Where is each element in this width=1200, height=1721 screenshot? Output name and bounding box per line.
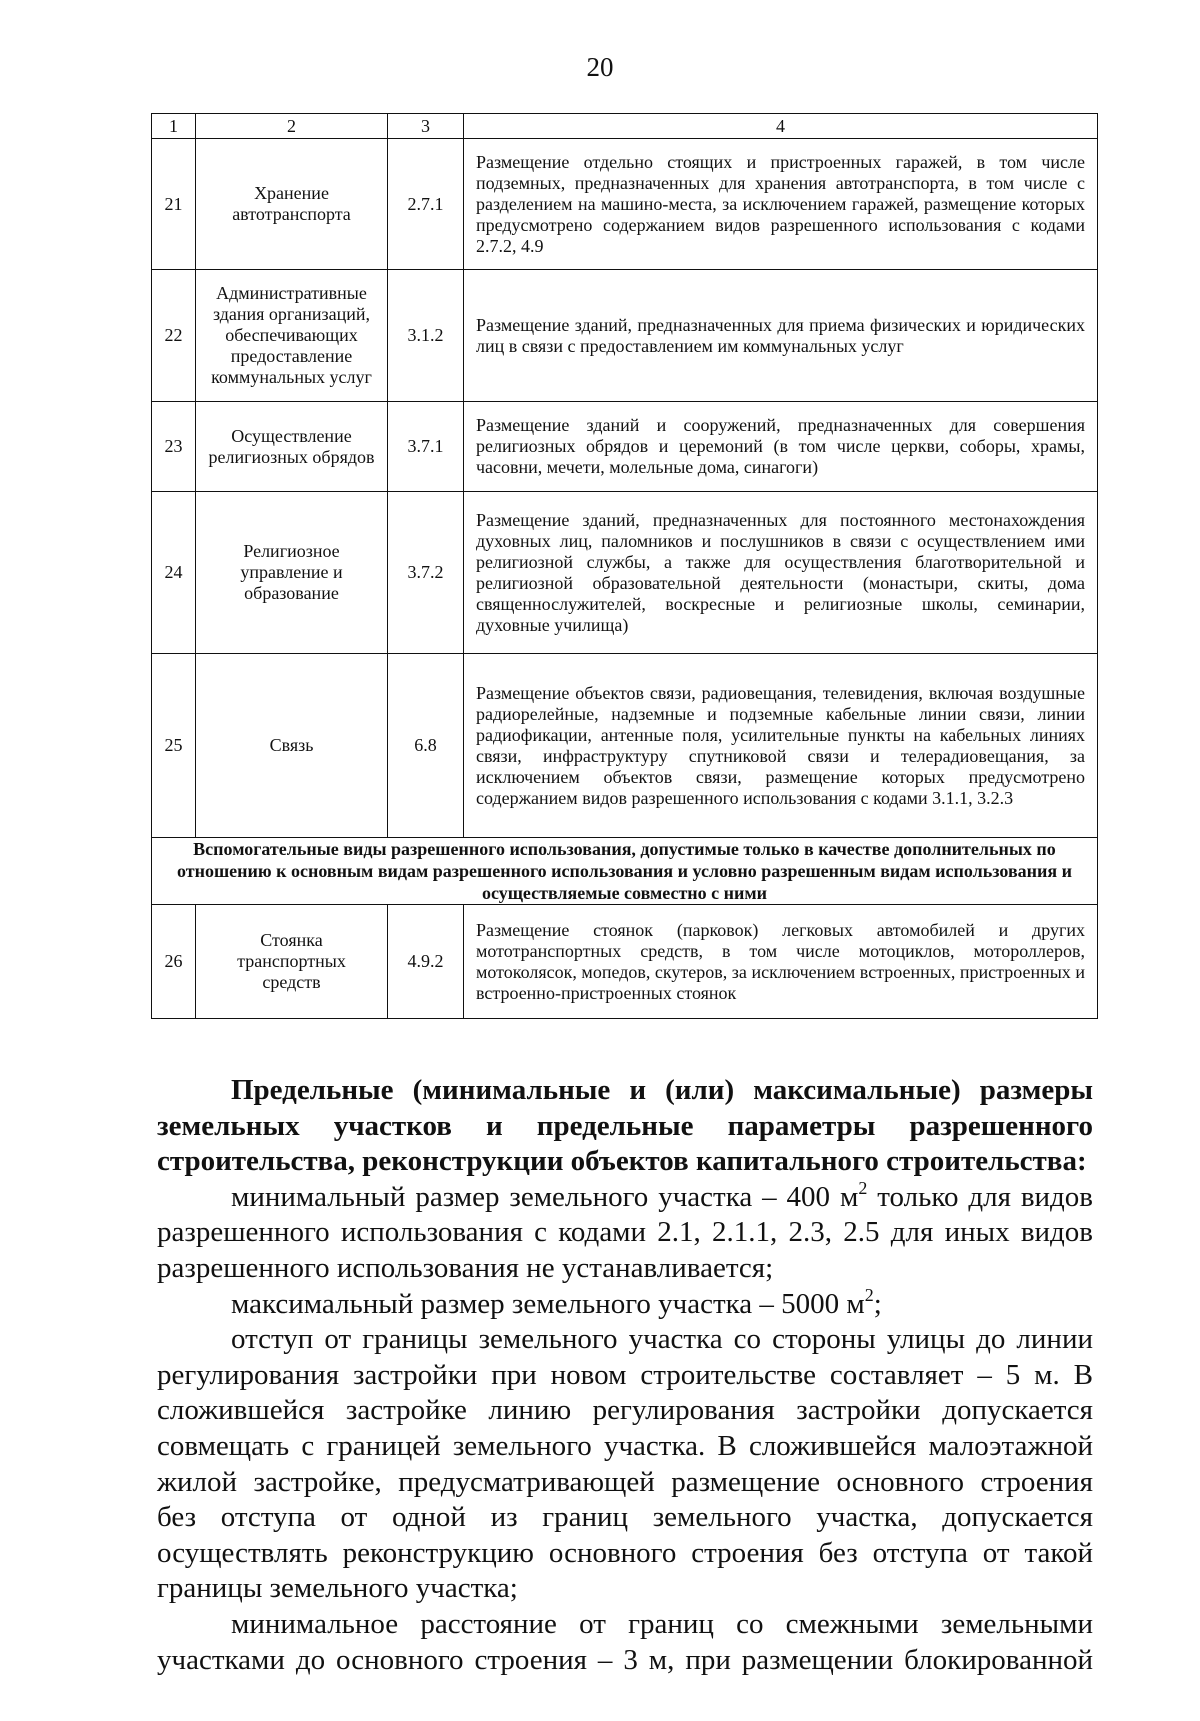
use-type-name: Административные здания организаций, обеспечивающих предоставление коммунальных услуг [196, 270, 388, 402]
use-type-description: Размещение зданий, предназначенных для приема физических и юридических лиц в связи с предоставлением им коммунальных услуг [464, 270, 1098, 402]
use-type-code: 3.1.2 [388, 270, 464, 402]
use-type-description: Размещение зданий и сооружений, предназначенных для совершения религиозных обрядов и церемоний (в том числе церкви, соборы, храмы, часовни, мечети, молельные дома, синагоги) [464, 402, 1098, 492]
text-span: ; [873, 1287, 882, 1320]
auxiliary-uses-section-title: Вспомогательные виды разрешенного использования, допустимые только в качестве дополнительных по отношению к основным видам разрешенного использования и условно разрешенным видам использования и осуществляемые совместно с ними [152, 838, 1098, 905]
paragraph-min-plot-size [157, 1177, 1094, 1287]
use-type-code: 3.7.2 [388, 492, 464, 654]
table-row [152, 905, 1098, 1019]
table-row [152, 654, 1098, 838]
table-row [152, 139, 1098, 270]
superscript: 2 [858, 1177, 868, 1198]
use-type-name: Стоянка транспортных средств [196, 905, 388, 1019]
use-type-code: 6.8 [388, 654, 464, 838]
use-type-description: Размещение стоянок (парковок) легковых автомобилей и других мототранспортных средств, в том числе мотоциклов, мотороллеров, мотоколясок, мопедов, скутеров, за исключением встроенных, пристроенных и встроенно-пристроенных стоянок [464, 905, 1098, 1019]
row-number: 26 [152, 905, 196, 1019]
table-row [152, 402, 1098, 492]
use-type-name: Связь [196, 654, 388, 838]
table-header-row [152, 114, 1098, 139]
use-type-name: Осуществление религиозных обрядов [196, 402, 388, 492]
row-number: 22 [152, 270, 196, 402]
use-type-name: Религиозное управление и образование [196, 492, 388, 654]
table-row [152, 270, 1098, 402]
permitted-use-table [151, 113, 1098, 1019]
use-type-code: 4.9.2 [388, 905, 464, 1019]
row-number: 21 [152, 139, 196, 270]
use-type-description: Размещение объектов связи, радиовещания, телевидения, включая воздушные радиорелейные, надземные и подземные кабельные линии связи, линии радиофикации, антенные поля, усилительные пункты на кабельных линиях связи, инфраструктуру спутниковой связи и телерадиовещания, за исключением объектов связи, размещение которых предусмотрено содержанием видов разрешенного использования с кодами 3.1.1, 3.2.3 [464, 654, 1098, 838]
table-row [152, 492, 1098, 654]
use-type-code: 3.7.1 [388, 402, 464, 492]
header-col-4: 4 [464, 114, 1098, 139]
page-number: 20 [586, 52, 614, 82]
paragraph-setback: отступ от границы земельного участка со стороны улицы до линии регулирования застройки при новом строительстве составляет – 5 м. В сложившейся застройке линию регулирования застройки допускается совмещать с границей земельного участка. В сложившейся малоэтажной жилой застройке, предусматривающей размещение основного строения без отступа от одной из границ земельного участка, допускается осуществлять реконструкцию основного строения без отступа от такой границы земельного участка; [157, 1323, 1093, 1605]
use-type-description: Размещение отдельно стоящих и пристроенных гаражей, в том числе подземных, предназначенных для хранения автотранспорта, в том числе с разделением на машино-места, за исключением гаражей, размещение которых предусмотрено содержанием видов разрешенного использования с кодами 2.7.2, 4.9 [464, 139, 1098, 270]
row-number: 24 [152, 492, 196, 654]
use-type-description: Размещение зданий, предназначенных для постоянного местонахождения духовных лиц, паломников и послушников в связи с осуществлением ими религиозной службы, а также для осуществления благотворительной и религиозной образовательной деятельности (монастыри, скиты, дома священнослужителей, воскресные и религиозные школы, семинарии, духовные училища) [464, 492, 1098, 654]
use-type-code: 2.7.1 [388, 139, 464, 270]
paragraph-min-distance: минимальное расстояние от границ со смежными земельными участками до основного строения – 3 м, при размещении блокированной [157, 1607, 1093, 1676]
body-text [157, 1073, 1093, 1678]
header-col-2: 2 [196, 114, 388, 139]
text-span: только для видов разрешенного использования с кодами 2.1, 2.1.1, 2.3, 2.5 для иных видов разрешенного использования не устанавливается; [157, 1180, 1094, 1284]
header-col-3: 3 [388, 114, 464, 139]
header-col-1: 1 [152, 114, 196, 139]
section-heading: Предельные (минимальные и (или) максимальные) размеры земельных участков и предельные параметры разрешенного строительства, реконструкции объектов капитального строительства: [157, 1074, 1093, 1178]
row-number: 25 [152, 654, 196, 838]
text-span: максимальный размер земельного участка – 5000 м [231, 1287, 865, 1320]
paragraph-max-plot-size [157, 1284, 1093, 1323]
use-type-name: Хранение автотранспорта [196, 139, 388, 270]
row-number: 23 [152, 402, 196, 492]
section-header-row [152, 838, 1098, 905]
text-span: минимальный размер земельного участка – 400 м [231, 1180, 859, 1213]
superscript: 2 [864, 1284, 874, 1305]
